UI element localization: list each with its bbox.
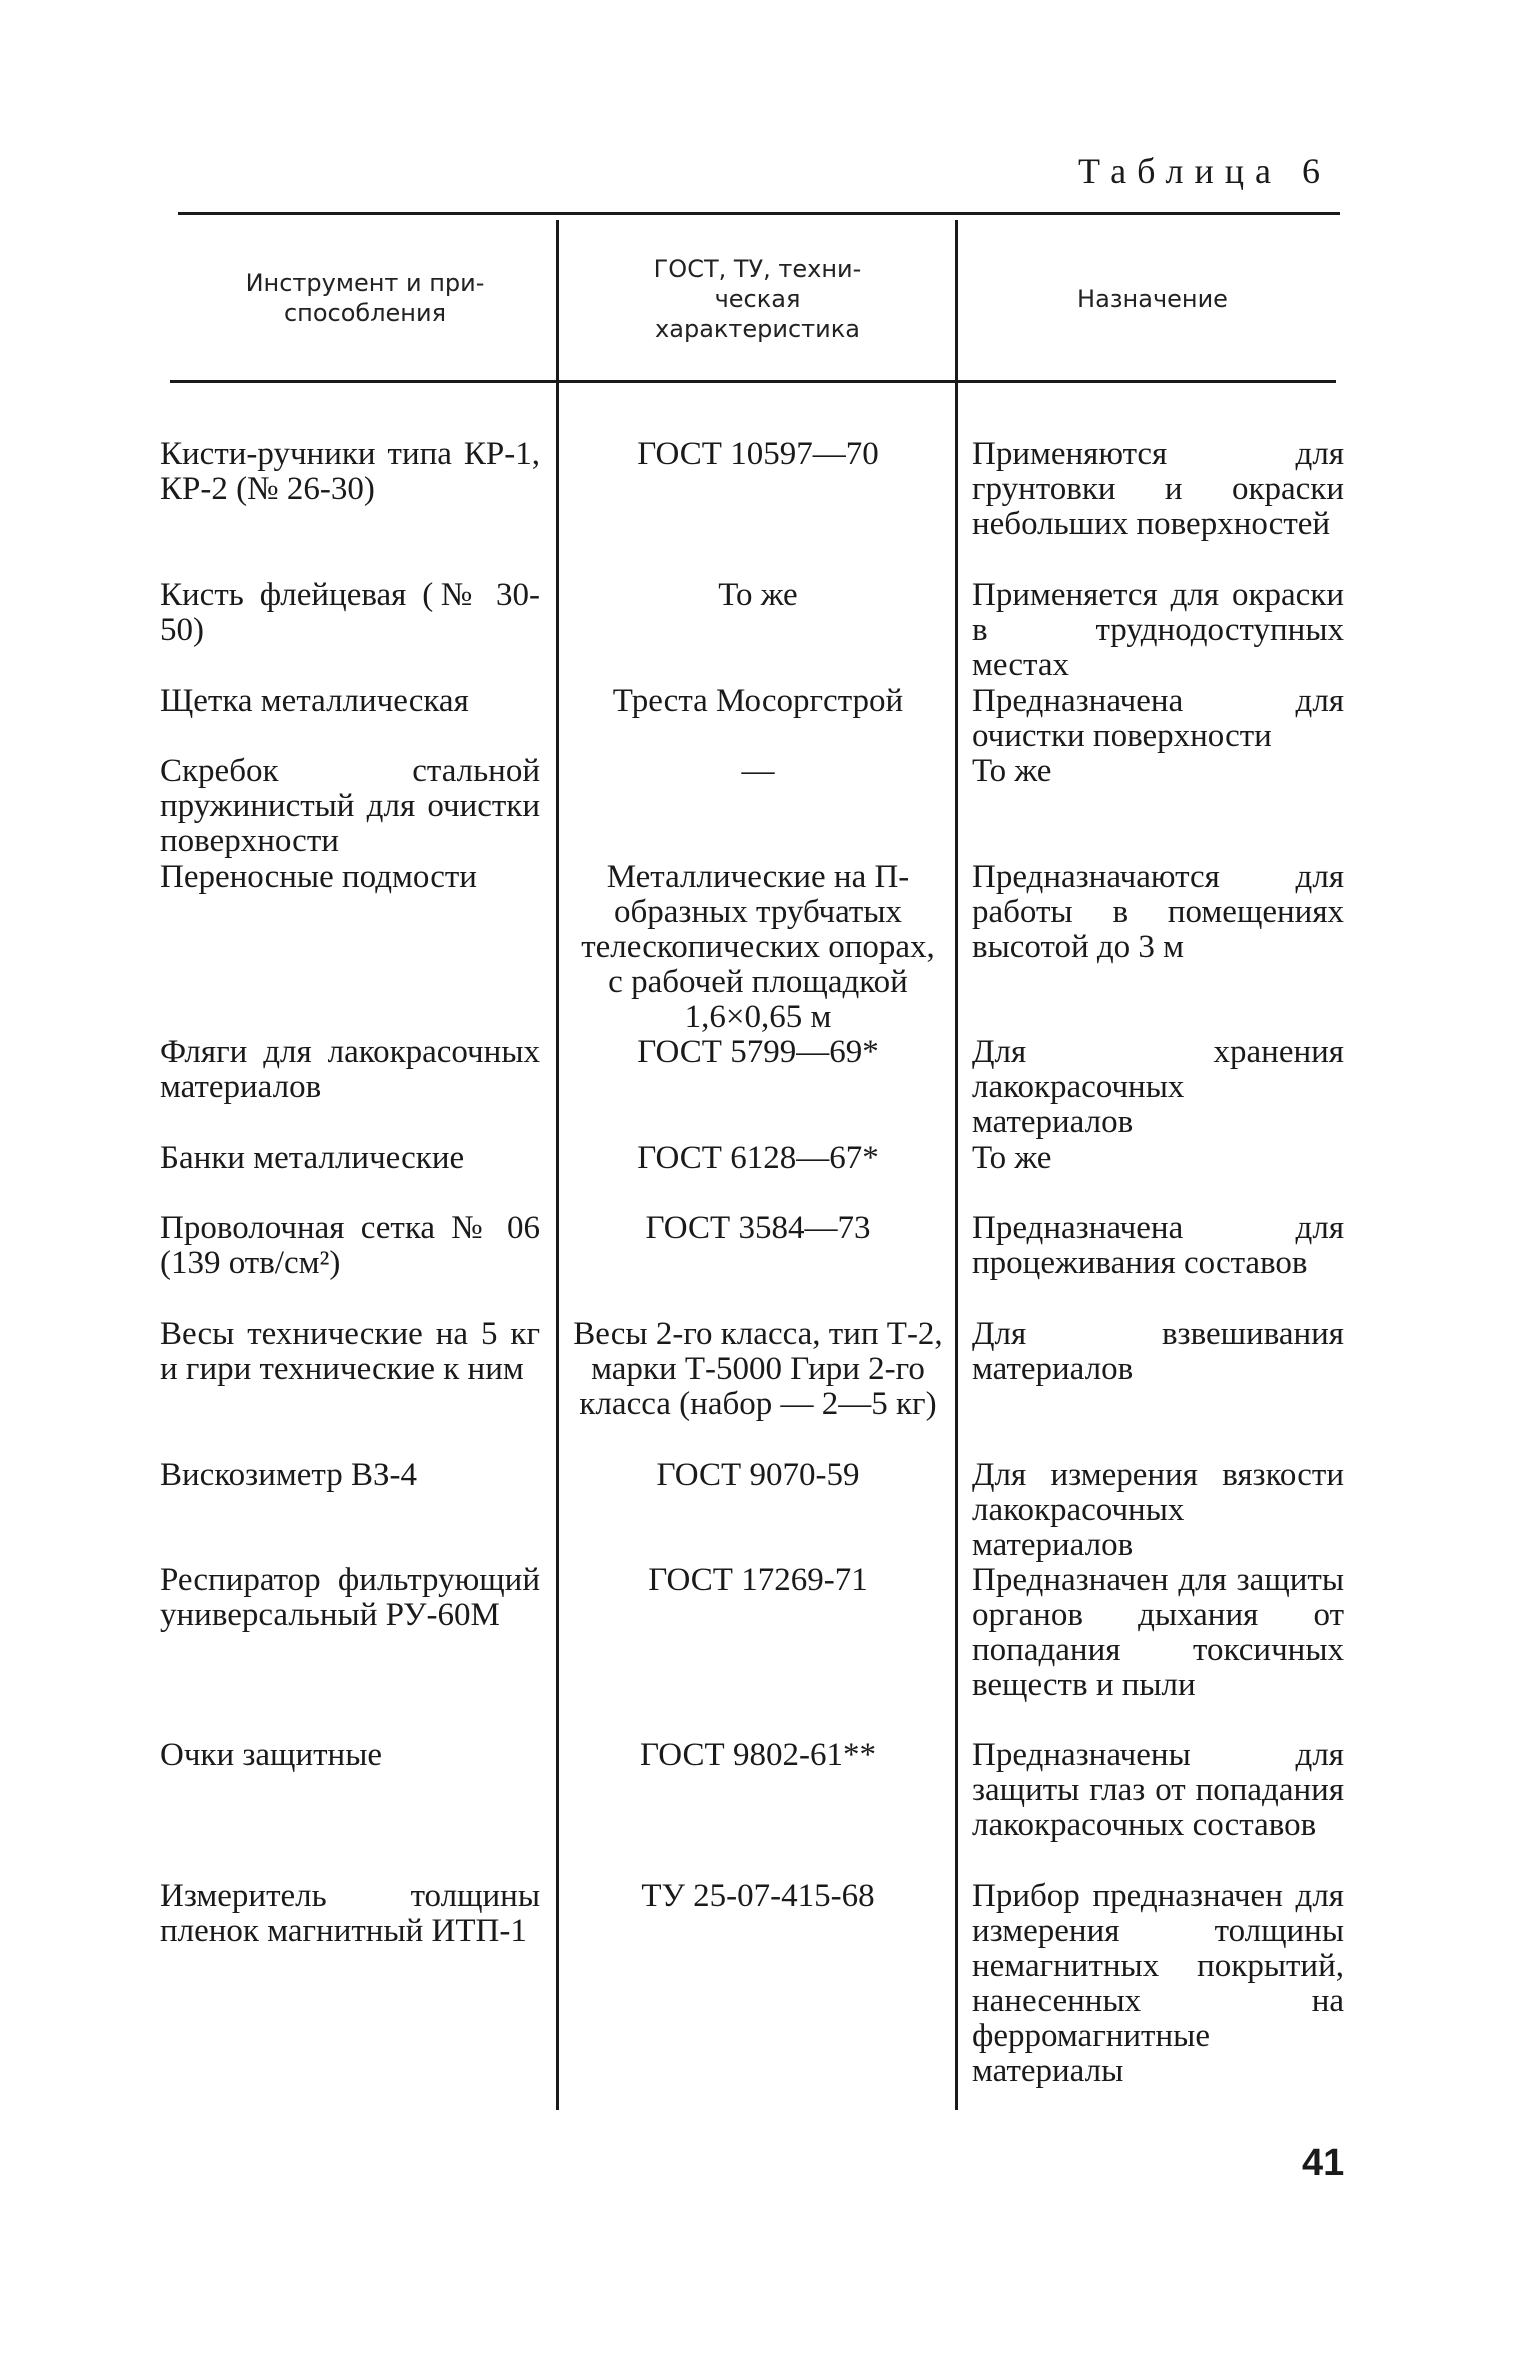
tool-cell: Фляги для лакокрасочных материалов bbox=[160, 1034, 540, 1105]
tool-cell: Скребок стальной пружинистый для очистки поверхности bbox=[160, 753, 540, 859]
purpose-cell: Для измерения вязкости лакокрасочных материалов bbox=[972, 1457, 1344, 1563]
gost-cell: ГОСТ 6128—67* bbox=[637, 1140, 879, 1176]
tool-cell: Весы технические на 5 кг и гири технические к ним bbox=[160, 1316, 540, 1387]
gost-cell: ГОСТ 3584—73 bbox=[645, 1210, 871, 1246]
gost-cell: Весы 2-го класса, тип Т-2, марки Т-5000 Гири 2-го класса (набор — 2—5 кг) bbox=[573, 1316, 943, 1422]
header-purpose: Назначение bbox=[1077, 285, 1228, 313]
purpose-cell: Предназначена для процеживания составов bbox=[972, 1210, 1344, 1281]
purpose-cell: Применяется для окраски в труднодоступных местах bbox=[972, 577, 1344, 683]
tool-cell: Щетка металлическая bbox=[160, 683, 469, 719]
tool-cell: Кисть флейцевая (№ 30-50) bbox=[160, 577, 540, 648]
gost-cell: ГОСТ 5799—69* bbox=[637, 1034, 879, 1070]
purpose-cell: Для хранения лакокрасочных материалов bbox=[972, 1034, 1344, 1140]
table-title: Таблица 6 bbox=[1078, 151, 1331, 191]
header-gost: ГОСТ, ТУ, техни- ческая характеристика bbox=[653, 255, 862, 343]
tool-cell: Вискозиметр ВЗ-4 bbox=[160, 1457, 418, 1493]
tool-cell: Проволочная сетка № 06 (139 отв/см²) bbox=[160, 1210, 540, 1281]
purpose-cell: Прибор предназначен для измерения толщины немагнитных покрытий, нанесенных на ферромагнитные материалы bbox=[972, 1878, 1344, 2089]
page-number: 41 bbox=[1302, 2142, 1345, 2184]
gost-cell: Металлические на П-образных трубчатых телескопических опорах, с рабочей площадкой 1,6×0,65 м bbox=[581, 859, 935, 1035]
purpose-cell: Применяются для грунтовки и окраски небольших поверхностей bbox=[972, 436, 1344, 542]
table-top-rule bbox=[178, 212, 1340, 215]
tool-cell: Кисти-ручники типа КР-1, КР-2 (№ 26-30) bbox=[160, 436, 540, 507]
purpose-cell: Предназначена для очистки поверхности bbox=[972, 683, 1344, 754]
tool-cell: Респиратор фильтрующий универсальный РУ-60М bbox=[160, 1562, 540, 1633]
gost-cell: — bbox=[741, 753, 775, 789]
tool-cell: Банки металлические bbox=[160, 1140, 465, 1176]
gost-cell: ГОСТ 17269-71 bbox=[648, 1562, 868, 1598]
column-divider-1 bbox=[556, 220, 559, 2110]
gost-cell: ГОСТ 9070-59 bbox=[656, 1457, 860, 1493]
tool-cell: Измеритель толщины пленок магнитный ИТП-1 bbox=[160, 1878, 540, 1949]
gost-cell: ТУ 25-07-415-68 bbox=[641, 1878, 875, 1914]
gost-cell: Треста Мосоргстрой bbox=[612, 683, 904, 719]
purpose-cell: Предназначаются для работы в помещениях высотой до 3 м bbox=[972, 859, 1344, 965]
purpose-cell: Предназначены для защиты глаз от попадания лакокрасочных составов bbox=[972, 1737, 1344, 1843]
gost-cell: То же bbox=[718, 577, 798, 613]
gost-cell: ГОСТ 9802-61** bbox=[640, 1737, 876, 1773]
tool-cell: Переносные подмости bbox=[160, 859, 477, 895]
purpose-cell: Предназначен для защиты органов дыхания от попадания токсичных веществ и пыли bbox=[972, 1562, 1344, 1703]
header-tool: Инструмент и при- способления bbox=[245, 269, 485, 327]
purpose-cell: То же bbox=[972, 753, 1052, 789]
purpose-cell: Для взвешивания материалов bbox=[972, 1316, 1344, 1387]
tool-cell: Очки защитные bbox=[160, 1737, 383, 1773]
gost-cell: ГОСТ 10597—70 bbox=[637, 436, 879, 472]
header-bottom-rule bbox=[170, 380, 1336, 383]
purpose-cell: То же bbox=[972, 1140, 1052, 1176]
column-divider-2 bbox=[955, 220, 958, 2110]
